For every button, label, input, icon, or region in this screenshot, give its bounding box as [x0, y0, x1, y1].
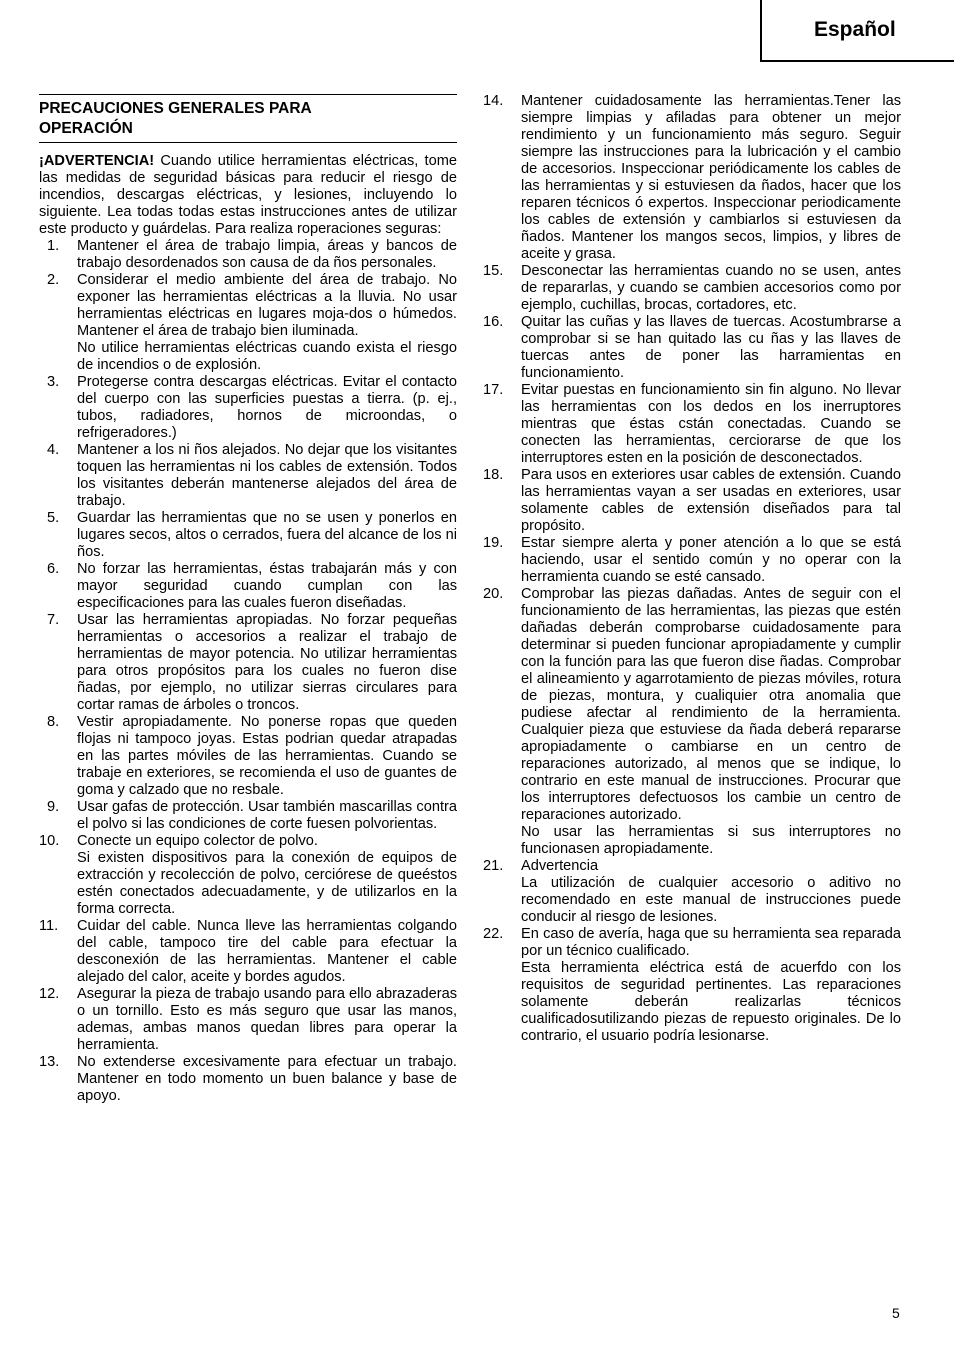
list-item-text: Considerar el medio ambiente del área de trabajo. No exponer las herramientas eléctricas a la lluvia. No usar herramientas eléctricas en lugares moja-dos o húmedos. Mantener el área de trabajo bien iluminada. — [77, 272, 457, 339]
list-item — [483, 586, 901, 858]
list-item-number: 4. — [47, 442, 60, 458]
intro-text: Cuando utilice herramientas eléctricas, tome las medidas de seguridad básicas para reducir el riesgo de incendios, descargas eléctricas, y lesiones, incluyendo lo siguiente. Lea todas todas estas instrucciones antes de utilizar este producto y guárdelas. Para realiza roperaciones seguras: — [39, 153, 457, 237]
list-item-number: 19. — [483, 535, 504, 551]
list-item — [39, 374, 457, 442]
list-item-number: 7. — [47, 612, 60, 628]
list-item-text: Guardar las herramientas que no se usen y ponerlos en lugares secos, altos o cerrados, fuera del alcance de los ni ños. — [77, 510, 457, 560]
list-item — [483, 535, 901, 586]
list-item-text: Mantener cuidadosamente las herramientas.Tener las siempre limpias y afiladas para obtener un mejor rendimiento y un funcionamiento más seguro. Seguir siempre las instrucciones para la lubricación y el cambio de accesorios. Inspeccionar periódicamente los cables de las herramientas y si estuviesen da ñados, hacer que los reparen técnicos ó expertos. Inspeccionar periodicamente los cables de extensión y cambiarlos si estuviesen da ñados. Mantener los mangos secos, limpios, y libres de aceite y grasa. — [521, 93, 901, 262]
list-item-text: Desconectar las herramientas cuando no se usen, antes de repararlas, y cuando se cambien accesorios como por ejemplo, cuchillas, brocas, cortadores, etc. — [521, 263, 901, 313]
list-item-number: 2. — [47, 272, 60, 288]
list-item-text: Vestir apropiadamente. No ponerse ropas que queden flojas ni tampoco joyas. Estas podrian quedar atrapadas en las partes móviles de las herramientas. Cuando se trabaje en exteriores, se recomienda el uso de guantes de goma y calzado que no resbale. — [77, 714, 457, 798]
list-item — [483, 467, 901, 535]
list-item-text: Protegerse contra descargas eléctricas. Evitar el contacto del cuerpo con las superficies puestas a tierra. (p. ej., tubos, radiadores, hornos de microondas, o refrigeradores.) — [77, 374, 457, 441]
list-item-number: 18. — [483, 467, 504, 483]
list-item-text: Asegurar la pieza de trabajo usando para ello abrazaderas o un tornillo. Esto es más seguro que usar las manos, ademas, ambas manos quedan libres para operar la herramienta. — [77, 986, 457, 1053]
list-item — [39, 510, 457, 561]
list-item — [483, 926, 901, 1045]
section-title-line1: PRECAUCIONES GENERALES PARA — [39, 100, 312, 117]
list-item — [39, 561, 457, 612]
list-item-number: 22. — [483, 926, 504, 942]
language-label: Español — [814, 18, 896, 41]
list-item-text: Mantener a los ni ños alejados. No dejar que los visitantes toquen las herramientas ni los cables de extensión. Todos los visitantes deberán mantenerse alejados del área de trabajo. — [77, 442, 457, 509]
list-item-number: 6. — [47, 561, 60, 577]
list-item-number: 21. — [483, 858, 504, 874]
list-item-text: En caso de avería, haga que su herramienta sea reparada por un técnico cualificado. — [521, 926, 901, 959]
list-item-number: 15. — [483, 263, 504, 279]
list-item-number: 11. — [39, 918, 59, 934]
list-item-text: Usar las herramientas apropiadas. No forzar pequeñas herramientas o accesorios a realizar el trabajo de herramientas de mayor potencia. No utilizar herramientas para otros propósitos para los cuales no fueron dise ñadas, por ejemplo, no utilizar sierras circulares para cortar ramas de árboles o troncos. — [77, 612, 457, 713]
list-item-number: 10. — [39, 833, 60, 849]
list-item — [39, 612, 457, 714]
list-item-text: Para usos en exteriores usar cables de extensión. Cuando las herramientas vayan a ser usadas en exteriores, usar solamente cables de extensión diseñados para tal propósito. — [521, 467, 901, 534]
list-item-number: 20. — [483, 586, 504, 602]
page-number: 5 — [892, 1305, 900, 1321]
list-item — [483, 263, 901, 314]
list-item — [483, 314, 901, 382]
list-item-text-continued: La utilización de cualquier accesorio o aditivo no recomendado en este manual de instrucciones puede conducir al riesgo de lesiones. — [521, 875, 901, 925]
list-item-text: Advertencia — [521, 858, 599, 874]
list-item-number: 12. — [39, 986, 60, 1002]
list-item-number: 1. — [47, 238, 60, 254]
intro-paragraph — [39, 153, 457, 238]
list-item — [39, 714, 457, 799]
list-item — [39, 238, 457, 272]
list-item — [483, 93, 901, 263]
list-item-number: 14. — [483, 93, 504, 109]
list-item-text: Estar siempre alerta y poner atención a lo que se está haciendo, usar el sentido común y no operar con la herramienta cuando se esté cansado. — [521, 535, 901, 585]
list-item-text: Comprobar las piezas dañadas. Antes de seguir con el funcionamiento de las herramientas, las piezas que estén dañadas deberán comprobarse cuidadosamente para determinar si pueden funcionar apropiadamente y cumplir con la función para las que fueron dise ñadas. Comprobar el alineamiento y agarrotamiento de piezas móviles, rotura de piezas, montura, y cualiquier otra anomalia que pudiese afectar al rendimiento de la herramienta. Cualquier pieza que estuviese da ñada deberá repararse apropiadamente o cambiarse en un centro de reparaciones autorizado, al menos que se indique, lo contrario en este manual de instrucciones. Procurar que los interruptores defectuosos los cambie un centro de reparaciones autorizado. — [521, 586, 901, 823]
left-column — [39, 94, 457, 1105]
list-item-text: Evitar puestas en funcionamiento sin fin alguno. No llevar las herramientas con los dedos en los inerruptores mientras que éstas cstán conectadas. Cuando se conecten las herramientas, cerciorarse de que los interruptores esten en la posición de desconectados. — [521, 382, 901, 466]
list-item-text-continued: Si existen dispositivos para la conexión de equipos de extracción y recolección de polvo, cerciórese de queéstos estén conectados adecuadamente, y de utilizarlos en la forma correcta. — [77, 850, 457, 917]
list-item — [39, 986, 457, 1054]
list-item — [39, 833, 457, 918]
list-item-text: Cuidar del cable. Nunca lleve las herramientas colgando del cable, tampoco tire del cable para efectuar la desconexión de las herramientas. Mantener el cable alejado del calor, aceite y bordes agudos. — [77, 918, 457, 985]
list-item — [39, 918, 457, 986]
list-item — [483, 382, 901, 467]
list-item-number: 5. — [47, 510, 60, 526]
right-column — [483, 93, 901, 1045]
section-title-line2: OPERACIÓN — [39, 120, 133, 137]
precautions-list-left — [39, 238, 457, 1105]
list-item-text: Conecte un equipo colector de polvo. — [77, 833, 318, 849]
list-item-text: Quitar las cuñas y las llaves de tuercas. Acostumbrarse a comprobar si se han quitado las cu ñas y las llaves de tuercas antes de poner las harramientas en funcionamiento. — [521, 314, 901, 381]
list-item-text: No forzar las herramientas, éstas trabajarán más y con mayor seguridad cuando cumplan con las especificaciones para las cuales fueron diseñadas. — [77, 561, 457, 611]
list-item — [483, 858, 901, 926]
list-item — [39, 1054, 457, 1105]
section-title — [39, 94, 457, 143]
list-item-text-continued: No utilice herramientas eléctricas cuando exista el riesgo de incendios o de explosión. — [77, 340, 457, 373]
list-item — [39, 799, 457, 833]
list-item-text: No extenderse excesivamente para efectuar un trabajo. Mantener en todo momento un buen balance y base de apoyo. — [77, 1054, 457, 1104]
list-item — [39, 272, 457, 374]
language-tab — [760, 0, 954, 62]
list-item-number: 8. — [47, 714, 60, 730]
list-item-text: Mantener el área de trabajo limpia, áreas y bancos de trabajo desordenados son causa de da ños personales. — [77, 238, 457, 271]
list-item — [39, 442, 457, 510]
list-item-number: 16. — [483, 314, 504, 330]
warning-label: ¡ADVERTENCIA! — [39, 153, 155, 169]
list-item-text-continued: Esta herramienta eléctrica está de acuerfdo con los requisitos de seguridad pertinentes. Las reparaciones solamente deberán realizarlas técnicos cualificadosutilizando piezas de repuesto originales. De lo contrario, el usuario podría lesionarse. — [521, 960, 901, 1044]
list-item-text-continued: No usar las herramientas si sus interruptores no funcionasen apropiadamente. — [521, 824, 901, 857]
list-item-number: 9. — [47, 799, 60, 815]
list-item-number: 13. — [39, 1054, 60, 1070]
list-item-number: 17. — [483, 382, 504, 398]
list-item-text: Usar gafas de protección. Usar también mascarillas contra el polvo si las condiciones de corte fuesen polvorientas. — [77, 799, 457, 832]
precautions-list-right — [483, 93, 901, 1045]
list-item-number: 3. — [47, 374, 60, 390]
